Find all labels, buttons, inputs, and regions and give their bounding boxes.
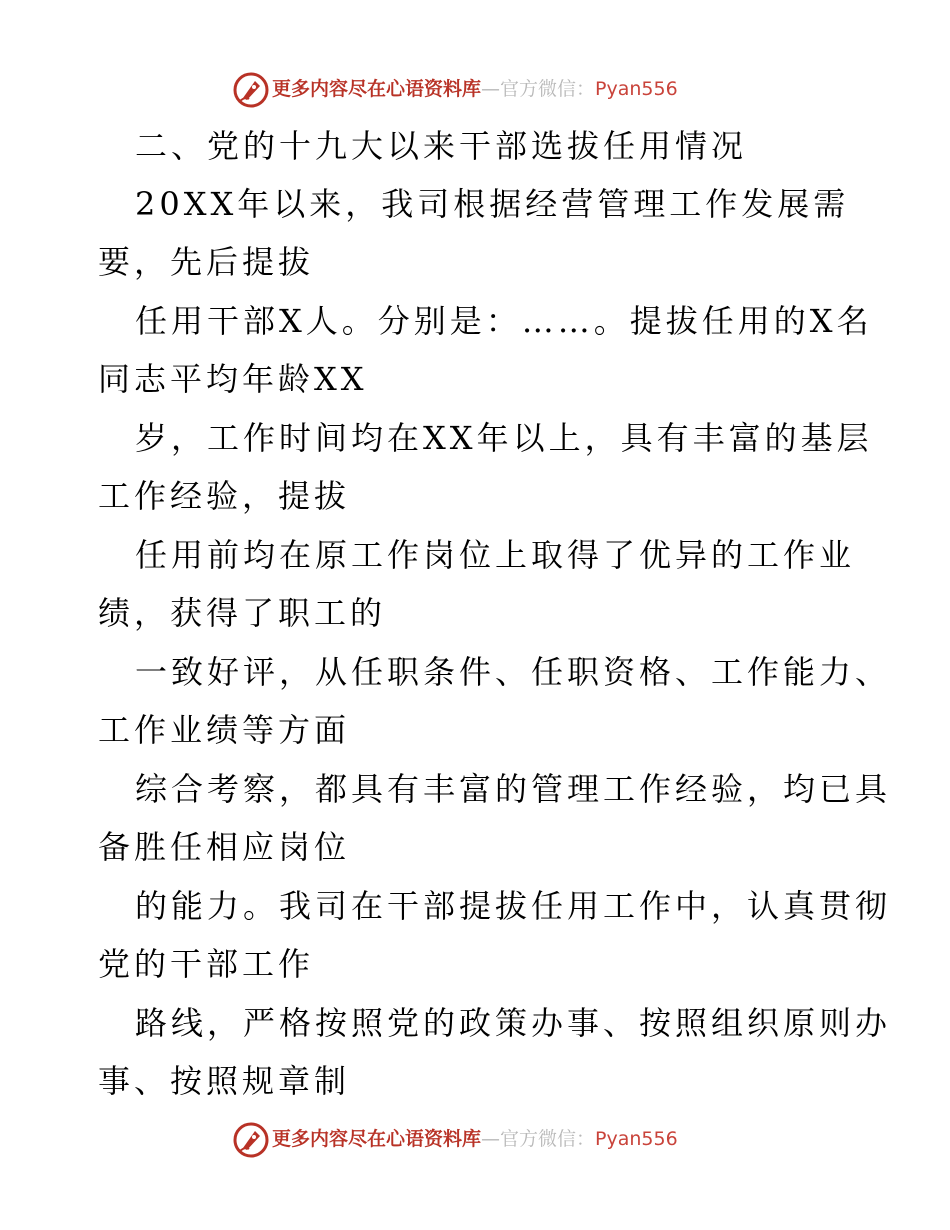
paragraph-line: 同志平均年龄XX: [98, 360, 368, 398]
watermark-brand: 更多内容尽在心语资料库: [272, 1128, 482, 1150]
paragraph-line: 事、按照规章制: [98, 1062, 351, 1100]
paragraph-line: 备胜任相应岗位: [98, 828, 351, 866]
watermark-wechat-id: Pyan556: [595, 1128, 678, 1150]
paragraph-line: 20XX年以来，我司根据经营管理工作发展需: [135, 185, 850, 223]
paragraph-line: 任用干部X人。分别是：……。提拔任用的X名: [135, 302, 873, 340]
watermark-dash: —: [481, 1128, 501, 1150]
watermark-text: [272, 1127, 678, 1151]
paragraph-line: 岁，工作时间均在XX年以上，具有丰富的基层: [135, 419, 873, 457]
watermark-dash: —: [481, 78, 501, 100]
watermark-official-label: 官方微信：: [500, 78, 596, 100]
watermark-wechat-id: Pyan556: [595, 78, 678, 100]
section-heading: 二、党的十九大以来干部选拔任用情况: [135, 127, 748, 165]
watermark-official-label: 官方微信：: [500, 1128, 596, 1150]
paragraph-line: 要，先后提拔: [98, 243, 315, 281]
footer-watermark: [0, 1120, 950, 1160]
paragraph-line: 任用前均在原工作岗位上取得了优异的工作业: [135, 536, 856, 574]
pen-nib-logo-icon: [233, 1122, 269, 1158]
paragraph-line: 的能力。我司在干部提拔任用工作中，认真贯彻: [135, 887, 892, 925]
paragraph-line: 党的干部工作: [98, 945, 315, 983]
paragraph-line: 一致好评，从任职条件、任职资格、工作能力、: [135, 653, 892, 691]
watermark-brand: 更多内容尽在心语资料库: [272, 78, 482, 100]
paragraph-line: 工作业绩等方面: [98, 711, 351, 749]
paragraph-line: 工作经验，提拔: [98, 477, 351, 515]
paragraph-line: 绩，获得了职工的: [98, 594, 387, 632]
paragraph-line: 路线，严格按照党的政策办事、按照组织原则办: [135, 1004, 892, 1042]
paragraph-line: 综合考察，都具有丰富的管理工作经验，均已具: [135, 770, 892, 808]
